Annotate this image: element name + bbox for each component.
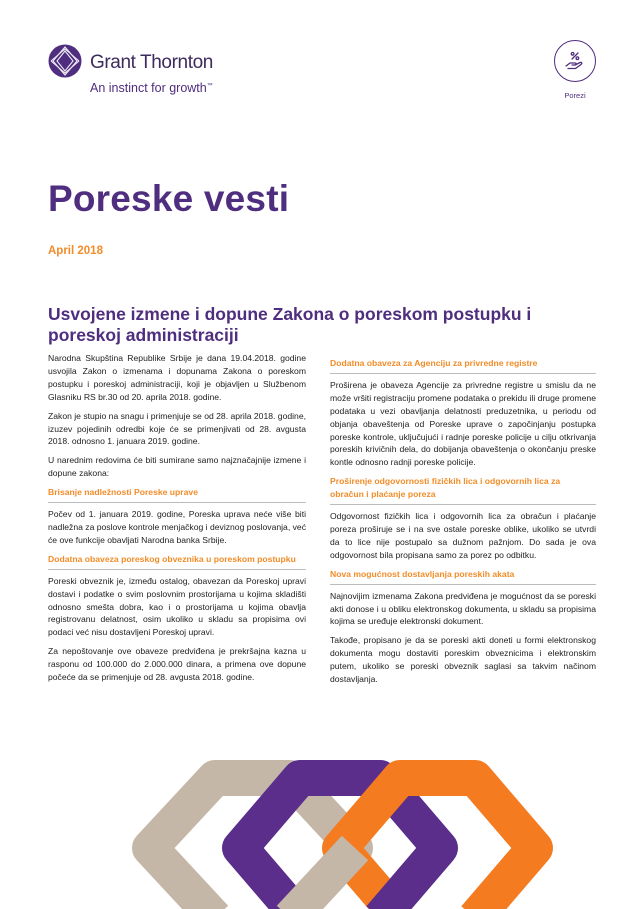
issue-date: April 2018 xyxy=(48,245,103,257)
percent-hand-icon xyxy=(564,50,586,72)
brand-name: Grant Thornton xyxy=(90,52,213,73)
paragraph: Narodna Skupština Republike Srbije je dana 19.04.2018. godine usvojila Zakon o izmenama i dopunama Zakona o poreskom postupku i poreskoj administraciji, koji je objavljen u Službenom Glasniku RS br.30 od 20. aprila 2018. godine. xyxy=(48,353,306,402)
paragraph: Zakon je stupio na snagu i primenjuje se od 28. aprila 2018. godine, izuzev pojedinih odredbi koje će se primenjivati od 28. avgusta 2018. odnosno 1. januara 2019. godine. xyxy=(48,410,306,447)
paragraph: Proširena je obaveza Agencije za privredne registre u smislu da ne može vršiti registraciju promene podataka o prekidu ili druge promene podataka u vezi obavljanja delatnosti preduzetnika, u periodu od objanja obaveštenja od Poreske uprave o započinjanju postupka poreske kontrole, uključujući i radnje poreske policije u cilju otkrivanja poreskih krivičnih dela, do dobijanja obaveštenja o okončanju preske kontle odnosno radnji poreske policije. xyxy=(330,379,596,468)
badge-label: Porezi xyxy=(564,91,586,100)
section-heading: Proširenje odgovornosti fizičkih lica i odgovornih lica za obračun i plaćanje poreza xyxy=(330,475,596,505)
badge-circle xyxy=(554,40,596,82)
decorative-chain-graphic xyxy=(0,738,642,909)
paragraph: Najnovijim izmenama Zakona predviđena je mogućnost da se poreski akti donose i u obliku elektronskog dokumenta, u skladu sa propisima kojima se uređuje elektronski dokument. xyxy=(330,590,596,627)
paragraph: Počev od 1. januara 2019. godine, Poreska uprava neće više biti nadležna za poslove kontrole menjačkog i deviznog poslovanja, već će ove funkcije obavljati Narodna banka Srbije. xyxy=(48,509,306,545)
brand-tagline: An instinct for growth™ xyxy=(90,81,213,95)
paragraph: U narednim redovima će biti sumirane samo najznačajnije izmene i dopune zakona: xyxy=(48,455,306,479)
right-column xyxy=(330,355,596,692)
paragraph: Takođe, propisano je da se poreski akti doneti u formi elektronskog dokumenta mogu dostaviti poreskim obveznicima i elektronskim putem, ukoliko se poreski obveznik saglasi sa takvim načinom dostavljanja. xyxy=(330,635,596,685)
grant-thornton-mark-icon xyxy=(48,44,82,78)
section-heading: Dodatna obaveza za Agenciju za privredne registre xyxy=(330,357,596,374)
grant-thornton-logo xyxy=(48,44,248,104)
page-title: Poreske vesti xyxy=(48,178,290,219)
section-heading: Nova mogućnost dostavljanja poreskih akata xyxy=(330,568,596,585)
paragraph: Za nepoštovanje ove obaveze predviđena je prekršajna kazna u rasponu od 100.000 do 2.000.000 dinara, a primena ove dopune počeće da se primenjuje od 28. avgusta 2018. godine. xyxy=(48,646,306,683)
category-badge xyxy=(552,40,598,100)
section-heading: Dodatna obaveza poreskog obveznika u poreskom postupku xyxy=(48,553,306,570)
article-title: Usvojene izmene i dopune Zakona o poreskom postupku i poreskoj administraciji xyxy=(48,304,532,345)
section-heading: Brisanje nadležnosti Poreske uprave xyxy=(48,486,306,503)
left-column xyxy=(48,352,306,690)
paragraph: Poreski obveznik je, između ostalog, obavezan da Poreskoj upravi dostavi i podatke o svim poslovnim prostorijama u kojima skladišti odnosno smešta dobra, kao i o prostorijama u kojima obavlja registrovanu delatnost, osim ukoliko u skladu sa propisima ovi podaci već nisu dostavljeni Poreskoj upravi. xyxy=(48,575,306,638)
paragraph: Odgovornost fizičkih lica i odgovornih lica za obračun i plaćanje poreza proširuje se i na sve ostale poreske oblike, ukoliko se utvrdi da to lice nije postupalo sa dužnom pažnjom. Do sada je ova odgovornost bila propisana samo za porez po odbitku. xyxy=(330,511,596,560)
